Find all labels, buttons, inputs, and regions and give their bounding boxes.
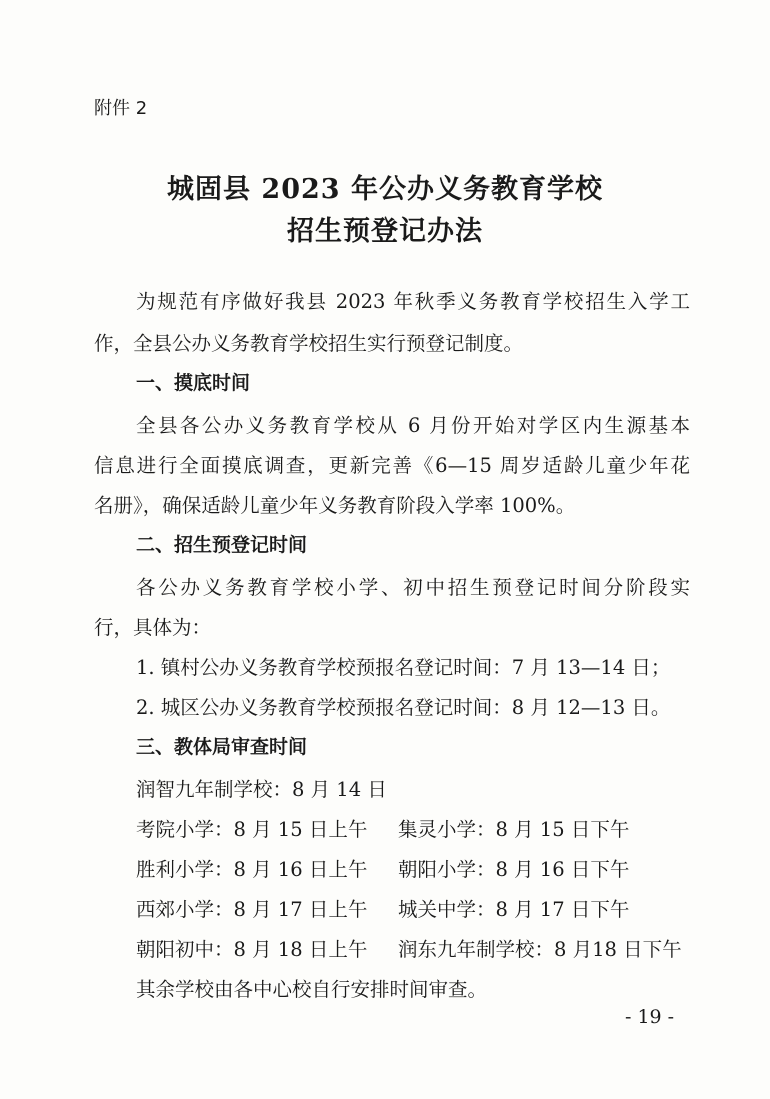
page-number: - 19 -	[625, 1006, 675, 1028]
section3-first-entry: 润智九年制学校：8 月 14 日	[136, 778, 387, 801]
section2-item-2: 2. 城区公办义务教育学校预报名登记时间：8 月 12—13 日。	[136, 696, 671, 719]
section1-line-1: 全县各公办义务教育学校从 6 月份开始对学区内生源基本	[136, 414, 690, 437]
schedule-entry: 集灵小学：8 月 15 日下午	[398, 818, 630, 841]
intro-line-2: 作，全县公办义务教育学校招生实行预登记制度。	[94, 332, 524, 355]
schedule-entry: 城关中学：8 月 17 日下午	[398, 898, 630, 921]
section1-line-3: 名册》，确保适龄儿童少年义务教育阶段入学率 100%。	[94, 494, 576, 517]
schedule-entry: 西郊小学：8 月 17 日上午	[136, 898, 368, 921]
attachment-label: 附件 2	[94, 98, 148, 119]
section2-item-1: 1. 镇村公办义务教育学校预报名登记时间：7 月 13—14 日；	[136, 656, 671, 679]
section1-heading: 一、摸底时间	[136, 372, 251, 394]
intro-line-1: 为规范有序做好我县 2023 年秋季义务教育学校招生入学工	[136, 290, 690, 313]
schedule-entry: 朝阳小学：8 月 16 日下午	[398, 858, 630, 881]
document-title-line1: 城固县 2023 年公办义务教育学校	[167, 174, 603, 205]
document-title-line2: 招生预登记办法	[287, 216, 483, 247]
schedule-entry: 胜利小学：8 月 16 日上午	[136, 858, 368, 881]
section2-line-1: 各公办义务教育学校小学、初中招生预登记时间分阶段实	[136, 576, 690, 599]
schedule-entry: 润东九年制学校：8 月18 日下午	[398, 938, 682, 961]
section2-heading: 二、招生预登记时间	[136, 534, 308, 556]
section3-heading: 三、教体局审查时间	[136, 736, 308, 758]
section3-closing: 其余学校由各中心校自行安排时间审查。	[136, 978, 488, 1001]
section2-line-2: 行，具体为：	[94, 616, 212, 639]
schedule-entry: 考院小学：8 月 15 日上午	[136, 818, 368, 841]
schedule-entry: 朝阳初中：8 月 18 日上午	[136, 938, 368, 961]
section1-line-2: 信息进行全面摸底调查，更新完善《6—15 周岁适龄儿童少年花	[94, 454, 690, 477]
